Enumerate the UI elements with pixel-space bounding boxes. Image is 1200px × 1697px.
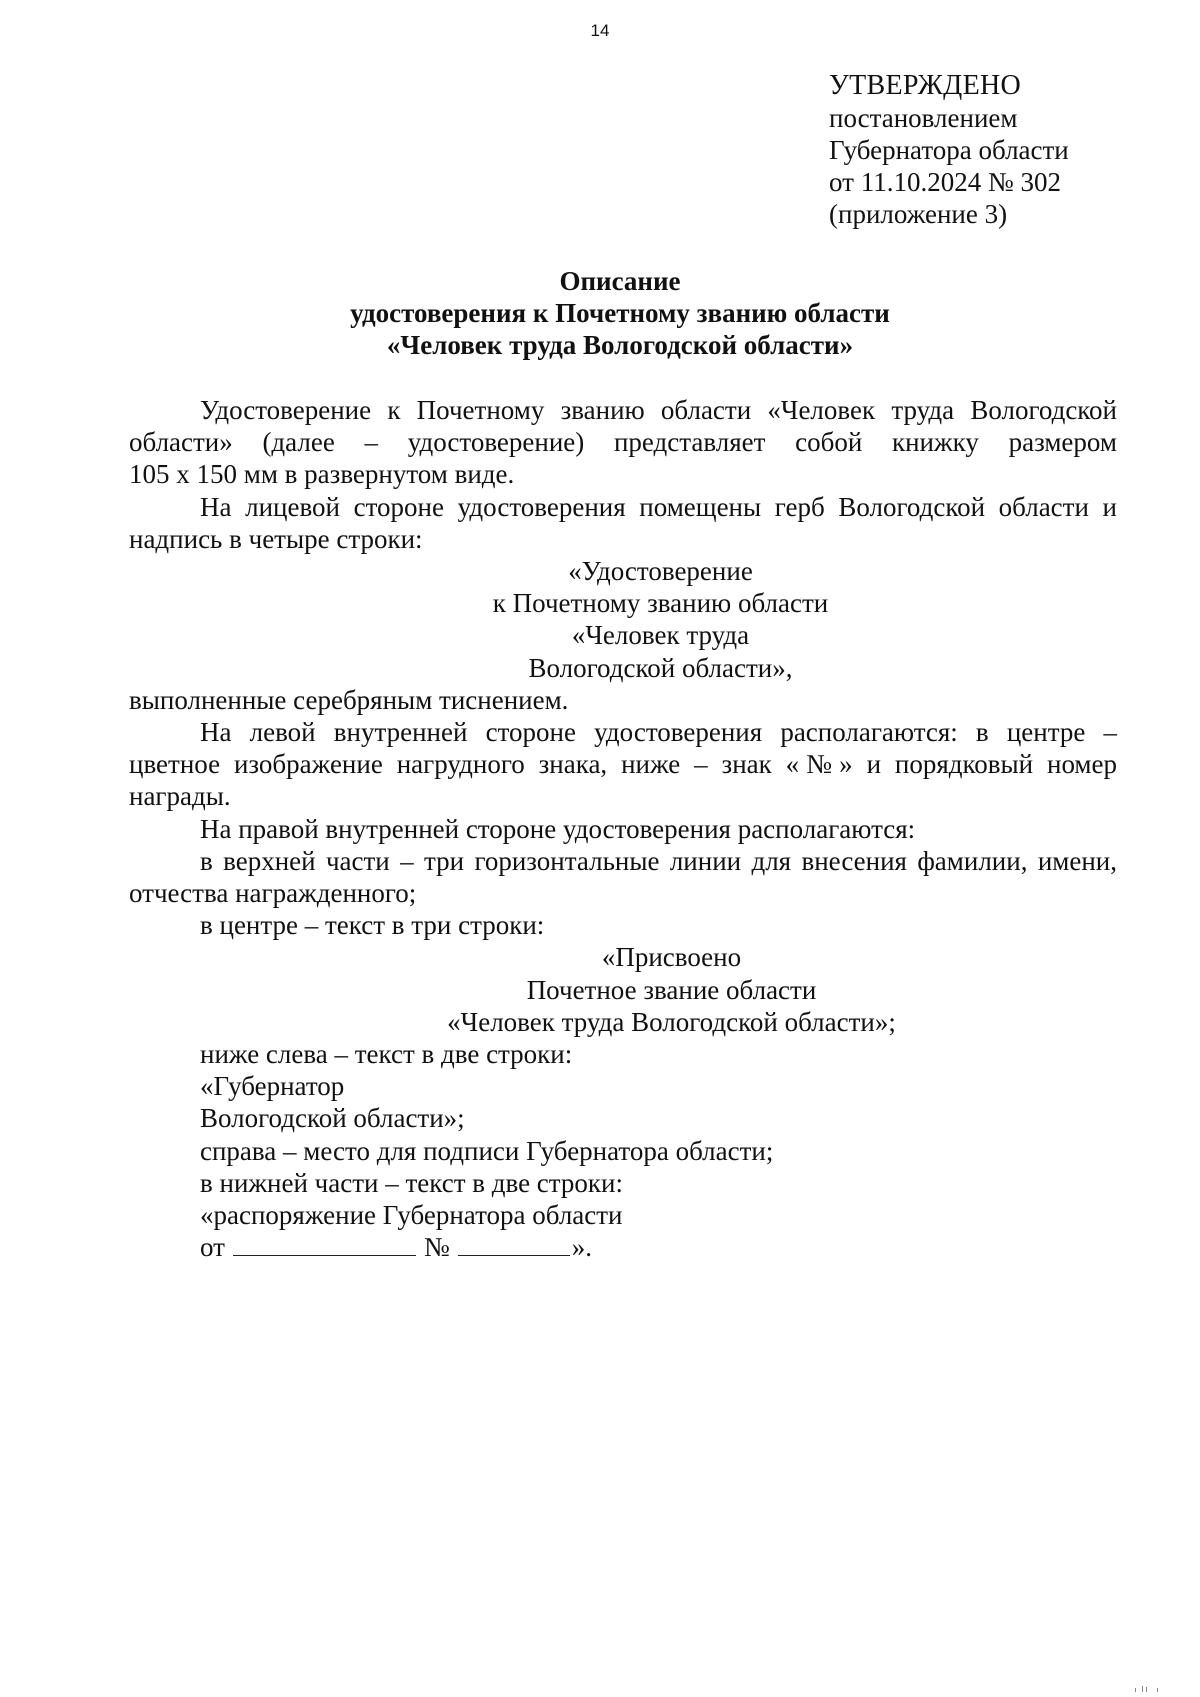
front-inscription-line: «Удостоверение [568,556,753,587]
paragraph: 105 х 150 мм в развернутом виде. [129,459,515,490]
list-line: «Губернатор [200,1071,345,1102]
closing-quote: ». [571,1232,592,1263]
order-reference-line [129,1231,1117,1263]
number-blank-line [458,1233,570,1256]
list-line: в нижней части – текст в две строки: [200,1167,623,1198]
date-blank-line [233,1233,416,1256]
paragraph: в центре – текст в три строки: [200,910,545,941]
title-line: удостоверения к Почетному званию области [350,298,890,328]
title-line: Описание [559,266,681,296]
document-body [129,394,1117,1263]
front-inscription-line: Вологодской области», [528,652,793,683]
inner-text-line: Почетное звание области [526,974,817,1005]
order-from-label: от [200,1232,225,1263]
list-line: «распоряжение Губернатора области [200,1200,623,1231]
paragraph: На правой внутренней стороне удостоверения располагаются: [200,813,916,844]
paragraph: На лицевой стороне удостоверения помещены герб Вологодской области и надпись в четыре строки: [129,491,1117,554]
list-line: Вологодской области»; [200,1103,465,1134]
document-title [0,265,1200,361]
paragraph: На левой внутренней стороне удостоверения располагаются: в центре – цветное изображение нагрудного знака, ниже – знак «№» и порядковый номер награды. [129,717,1117,812]
number-sign: № [423,1232,450,1263]
front-inscription-line: к Почетному званию области [492,588,829,619]
list-line: справа – место для подписи Губернатора области; [200,1135,774,1166]
front-inscription-line: «Человек труда [571,620,750,651]
approval-line: от 11.10.2024 № 302 [829,167,1061,197]
approval-line: Губернатора области [829,135,1069,165]
page-number: 14 [590,21,610,40]
inner-text-line: «Человек труда Вологодской области»; [447,1006,896,1037]
list-line: ниже слева – текст в две строки: [200,1039,573,1070]
paragraph: в верхней части – три горизонтальные линии для внесения фамилии, имени, отчества награжденного; [129,845,1117,909]
scan-artifact [1133,1686,1173,1692]
inner-text-line: «Присвоено [601,942,742,973]
approval-block [829,70,1069,230]
paragraph: Удостоверение к Почетному званию области «Человек труда Вологодской области» (далее – удостоверение) представляет собой книжку размером [129,395,1117,458]
title-line: «Человек труда Вологодской области» [386,330,854,360]
approval-line: (приложение 3) [829,199,1008,229]
approval-stamp: УТВЕРЖДЕНО [829,70,1022,101]
approval-line: постановлением [829,103,1018,133]
paragraph: выполненные серебряным тиснением. [129,684,569,715]
